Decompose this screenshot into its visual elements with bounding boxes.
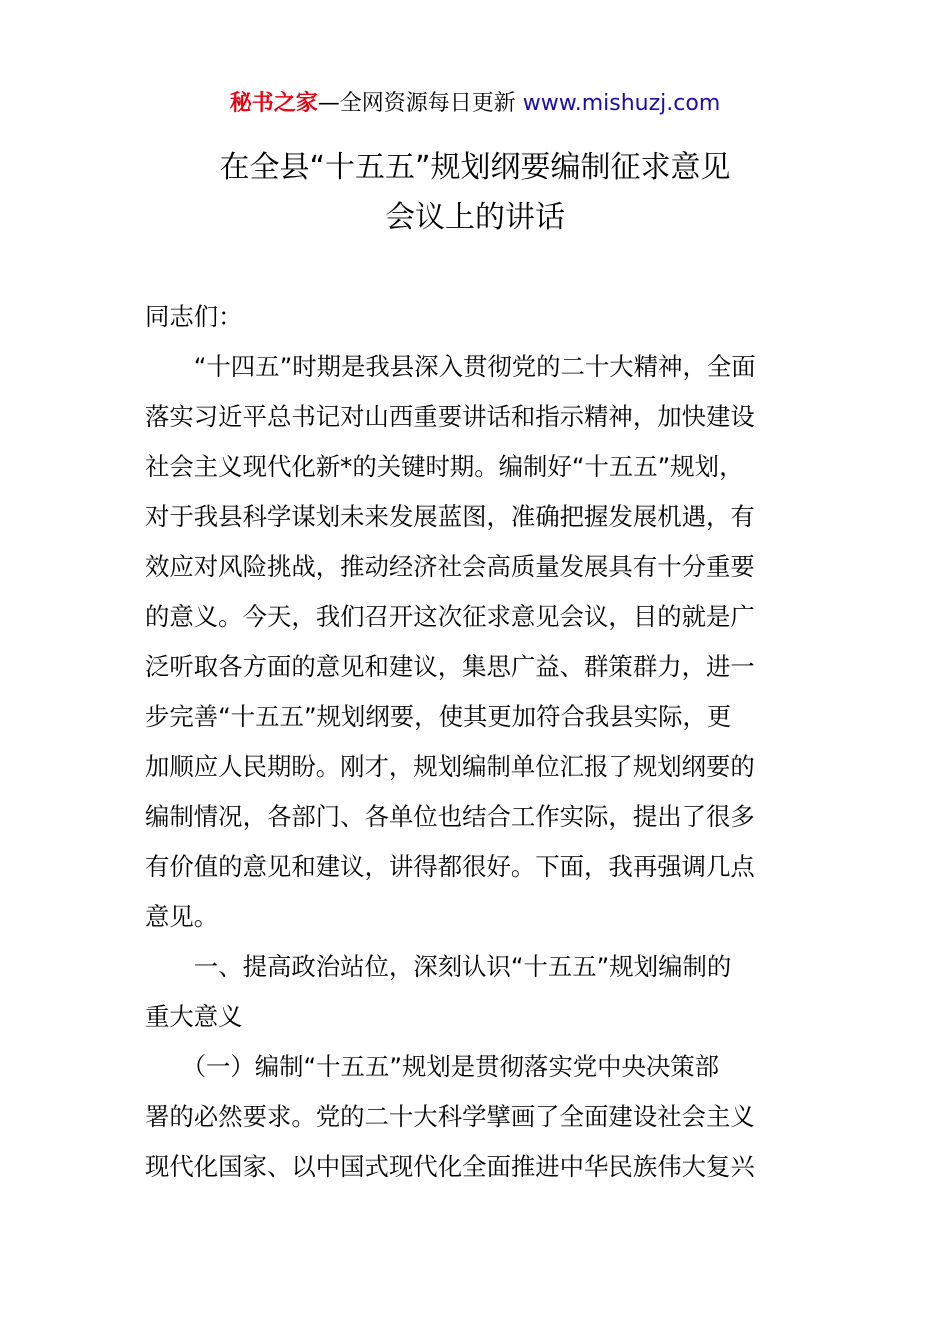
brand-name: 秘书之家 <box>229 91 318 116</box>
body-line: 意见。 <box>145 902 219 931</box>
body-line: 步完善“十五五”规划纲要，使其更加符合我县实际，更 <box>145 702 732 731</box>
site-header <box>0 88 950 120</box>
body-line: 有价值的意见和建议，讲得都很好。下面，我再强调几点 <box>145 852 755 881</box>
body-line: 署的必然要求。党的二十大科学擘画了全面建设社会主义 <box>145 1102 755 1131</box>
section-heading-line: 一、提高政治站位，深刻认识“十五五”规划编制的 <box>145 952 732 981</box>
document-title-line-1: 在全县“十五五”规划纲要编制征求意见 <box>219 150 731 185</box>
body-line: “十四五”时期是我县深入贯彻党的二十大精神，全面 <box>145 352 756 381</box>
body-line: 的意义。今天，我们召开这次征求意见会议，目的就是广 <box>145 602 755 631</box>
body-line: 社会主义现代化新*的关键时期。编制好“十五五”规划， <box>145 452 744 481</box>
header-tagline: —全网资源每日更新 <box>317 91 523 116</box>
document-title-line-2: 会议上的讲话 <box>385 200 565 235</box>
section-heading-line: 重大意义 <box>145 1002 243 1031</box>
body-line: 现代化国家、以中国式现代化全面推进中华民族伟大复兴 <box>145 1152 755 1181</box>
body-line: 加顺应人民期盼。刚才，规划编制单位汇报了规划纲要的 <box>145 752 755 781</box>
site-link[interactable]: www.mishuzj.com <box>522 91 721 116</box>
body-line: 编制情况，各部门、各单位也结合工作实际，提出了很多 <box>145 802 755 831</box>
body-line: 对于我县科学谋划未来发展蓝图，准确把握发展机遇，有 <box>145 502 755 531</box>
body-line: 落实习近平总书记对山西重要讲话和指示精神，加快建设 <box>145 402 755 431</box>
body-line: 效应对风险挑战，推动经济社会高质量发展具有十分重要 <box>145 552 755 581</box>
body-line: 泛听取各方面的意见和建议，集思广益、群策群力，进一 <box>145 652 755 681</box>
body-line: 同志们： <box>145 302 243 331</box>
body-line: （一）编制“十五五”规划是贯彻落实党中央决策部 <box>145 1052 720 1081</box>
